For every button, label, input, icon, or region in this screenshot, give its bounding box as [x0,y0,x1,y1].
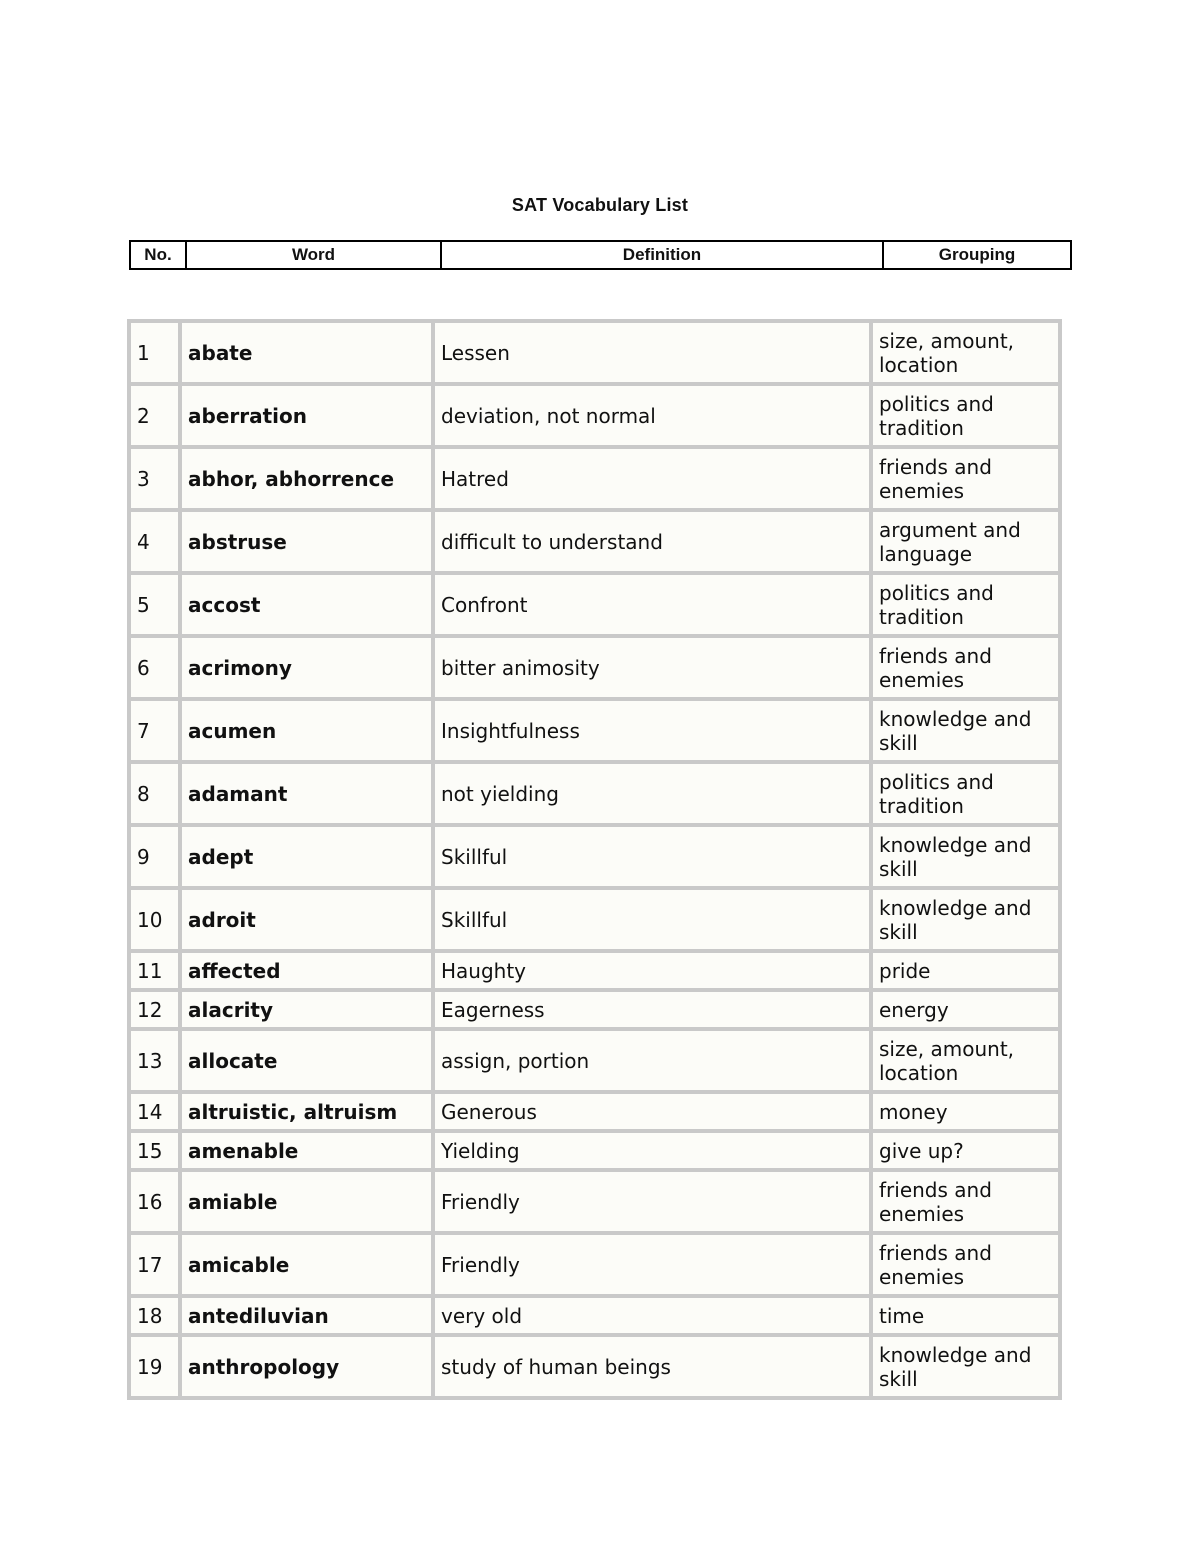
column-header-table [129,240,1072,270]
row-grouping: politics and tradition [871,762,1060,825]
row-word: abhor, abhorrence [180,447,433,510]
row-word: aberration [180,384,433,447]
row-grouping: knowledge and skill [871,699,1060,762]
row-word: alacrity [180,990,433,1029]
row-number: 15 [129,1131,180,1170]
table-row [129,321,1060,384]
table-row [129,1092,1060,1131]
header-word: Word [186,241,441,269]
row-grouping: friends and enemies [871,447,1060,510]
table-row [129,699,1060,762]
row-number: 18 [129,1296,180,1335]
row-definition: deviation, not normal [433,384,871,447]
row-definition: Lessen [433,321,871,384]
row-number: 9 [129,825,180,888]
table-row [129,636,1060,699]
table-row [129,573,1060,636]
row-grouping: politics and tradition [871,384,1060,447]
row-number: 16 [129,1170,180,1233]
row-grouping: knowledge and skill [871,1335,1060,1398]
row-number: 8 [129,762,180,825]
row-number: 5 [129,573,180,636]
row-number: 3 [129,447,180,510]
row-definition: Skillful [433,825,871,888]
row-word: adroit [180,888,433,951]
row-number: 11 [129,951,180,990]
table-row [129,1296,1060,1335]
row-definition: Friendly [433,1170,871,1233]
table-row [129,1233,1060,1296]
row-number: 7 [129,699,180,762]
row-definition: Eagerness [433,990,871,1029]
table-row [129,1131,1060,1170]
row-definition: Hatred [433,447,871,510]
row-definition: Skillful [433,888,871,951]
row-definition: assign, portion [433,1029,871,1092]
row-grouping: knowledge and skill [871,825,1060,888]
header-definition: Definition [441,241,883,269]
row-grouping: energy [871,990,1060,1029]
row-grouping: argument and language [871,510,1060,573]
row-number: 6 [129,636,180,699]
row-definition: Confront [433,573,871,636]
row-definition: Friendly [433,1233,871,1296]
row-definition: bitter animosity [433,636,871,699]
row-word: abstruse [180,510,433,573]
row-number: 19 [129,1335,180,1398]
row-word: amenable [180,1131,433,1170]
row-word: amiable [180,1170,433,1233]
row-grouping: give up? [871,1131,1060,1170]
row-grouping: friends and enemies [871,1233,1060,1296]
row-number: 1 [129,321,180,384]
table-row [129,762,1060,825]
table-row [129,510,1060,573]
header-grouping: Grouping [883,241,1071,269]
row-number: 10 [129,888,180,951]
row-grouping: size, amount, location [871,321,1060,384]
row-definition: Generous [433,1092,871,1131]
row-word: acrimony [180,636,433,699]
table-row [129,447,1060,510]
row-word: altruistic, altruism [180,1092,433,1131]
row-number: 13 [129,1029,180,1092]
row-word: accost [180,573,433,636]
row-number: 2 [129,384,180,447]
row-word: antediluvian [180,1296,433,1335]
row-definition: Haughty [433,951,871,990]
row-definition: study of human beings [433,1335,871,1398]
row-grouping: pride [871,951,1060,990]
row-word: adept [180,825,433,888]
row-grouping: money [871,1092,1060,1131]
table-row [129,825,1060,888]
row-number: 14 [129,1092,180,1131]
row-grouping: politics and tradition [871,573,1060,636]
table-row [129,1029,1060,1092]
row-word: anthropology [180,1335,433,1398]
row-word: affected [180,951,433,990]
row-grouping: size, amount, location [871,1029,1060,1092]
row-word: adamant [180,762,433,825]
row-definition: not yielding [433,762,871,825]
table-row [129,1170,1060,1233]
table-row [129,384,1060,447]
row-number: 12 [129,990,180,1029]
page-title: SAT Vocabulary List [511,195,689,215]
column-header-row [130,241,1071,269]
row-grouping: friends and enemies [871,636,1060,699]
row-grouping: friends and enemies [871,1170,1060,1233]
vocabulary-table [127,319,1062,1400]
row-word: amicable [180,1233,433,1296]
row-word: abate [180,321,433,384]
row-definition: very old [433,1296,871,1335]
row-grouping: knowledge and skill [871,888,1060,951]
row-grouping: time [871,1296,1060,1335]
row-word: allocate [180,1029,433,1092]
table-row [129,888,1060,951]
row-word: acumen [180,699,433,762]
row-definition: Insightfulness [433,699,871,762]
table-row [129,990,1060,1029]
row-definition: Yielding [433,1131,871,1170]
row-definition: difficult to understand [433,510,871,573]
table-row [129,951,1060,990]
header-no: No. [130,241,186,269]
row-number: 17 [129,1233,180,1296]
table-row [129,1335,1060,1398]
row-number: 4 [129,510,180,573]
